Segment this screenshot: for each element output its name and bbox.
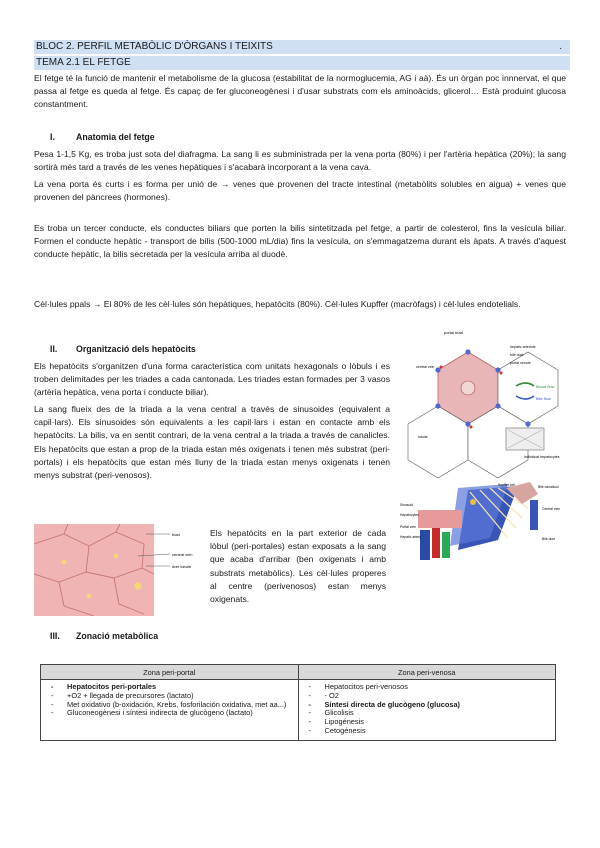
sinusoid-label: Bile canaliculi: [538, 485, 559, 489]
section-heading-zonation: [50, 631, 158, 641]
sinusoid-label: Portal vein: [400, 525, 417, 529]
bloc-title: BLOC 2. PERFIL METABÒLIC D'ÒRGANS I TEIXITS: [36, 41, 273, 52]
hexagonal-lobule-figure: [398, 330, 574, 480]
zonation-table: [40, 664, 556, 741]
tissue-label: liver lobule: [172, 564, 192, 569]
table-header: Zona peri-portal: [41, 665, 299, 680]
tissue-label: triad: [172, 532, 180, 537]
list-item: - Hepatocitos peri-portales: [67, 683, 292, 692]
section-number: III.: [50, 631, 60, 641]
section-title: Anatomia del fetge: [76, 132, 155, 142]
section-heading-hepatocytes: [50, 344, 196, 354]
section-title: Organització dels hepatòcits: [76, 344, 196, 354]
table-header: Zona peri-venosa: [298, 665, 556, 680]
bloc-title-bar: [34, 40, 570, 54]
section-heading-anatomy: [50, 132, 155, 142]
periportal-cell: [41, 680, 299, 741]
list-item: - Glicolisis: [325, 709, 550, 718]
table-row: [41, 680, 556, 741]
list-item: - Cetogénesis: [325, 727, 550, 736]
sinusoid-figure: [398, 480, 574, 564]
sinusoid-label: Kupffer cell: [498, 483, 515, 487]
lobule-figure-label: Bile flow: [536, 396, 551, 401]
lobule-figure-label: bile duct: [510, 353, 524, 357]
lobule-figure-label: central vein: [416, 365, 435, 369]
list-item: - Hepatocitos peri-venosos: [325, 683, 550, 692]
lobule-figure-label: portal venule: [510, 361, 531, 365]
list-item: - +O2 + llegada de precursores (lactato): [67, 692, 292, 701]
list-item: - Met oxidativo (b-oxidación, Krebs, fosforilación oxidativa, met aa...): [67, 701, 292, 710]
sinusoid-label: Central vein: [542, 507, 561, 511]
sinusoid-label: Hepatic artery: [400, 535, 422, 539]
sinusoid-label: Sinusoid: [400, 503, 414, 507]
section-number: I.: [50, 132, 55, 142]
anatomy-paragraph-2: La vena porta és curts i es forma per unió de → venes que provenen del tracte intestinal (metabòlits solubles en aigua) + venes que provenen del pàncrees (hormones).: [34, 179, 566, 203]
section-title: Zonació metabòlica: [76, 631, 159, 641]
tissue-lobule-figure: [34, 524, 206, 616]
anatomy-paragraph-4: Cèl·lules ppals → El 80% de les cèl·lules són hepàtiques, hepatòcits (80%). Cèl·lules Kupffer (macròfags) i cèl·lules endotelials.: [34, 299, 521, 309]
sinusoid-label: Bile duct: [542, 537, 556, 541]
intro-paragraph: El fetge té la funció de mantenir el metabolisme de la glucosa (estabilitat de la normoglucemia, AG i aà). És un òrgan poc innnervat, el que passa al fetge es queda al fetge. És capaç de fer gluconeogènesi i d'usar substrats com els aminoàcids, glicerol… Està produint glucosa constantment.: [34, 73, 566, 110]
sinusoid-label: Hepatocytes: [400, 513, 419, 517]
lobule-figure-label: lobule: [418, 435, 428, 439]
table-header-row: [41, 665, 556, 680]
lobule-figure-label: portal triad: [444, 330, 463, 335]
lobule-figure-label: Individual hepatocytes: [524, 455, 560, 459]
perivenous-cell: [298, 680, 556, 741]
lobule-figure-label: hepatic arteriole: [510, 345, 536, 349]
trailing-dot: .: [559, 41, 562, 52]
lobule-figure-label: Blood flow: [536, 384, 555, 389]
anatomy-paragraph-1: Pesa 1-1,5 Kg, es troba just sota del diafragma. La sang li es subministrada per la vena porta (80%) i per l'artèria hepàtica (20%); la sang sortirà més tard a través de les venes hepàtiques i s'acabarà incorporant a la vena cava.: [34, 149, 566, 173]
hepatocytes-paragraph-1: Els hepatòcits s'organitzen d'una forma característica com unitats hexagonals o lòbuls i es troben delimitades per les triades a cada cantonada. Les triades estan formades per 3 vasos (artèria hepàtica, vena porta i conducte biliar).: [34, 361, 390, 398]
hepatocytes-paragraph-2: La sang flueix des de la triada a la vena central a través de sinusoides (equivalent a capil·lars). Els sinusoides són equivalents a les capil·lars i estan en contacte amb els hepatòcits. La bilis, va en sentit contrari, de la vena central a la triada a través de canalicles. Els hepatòcits que estan a prop de la triada estan més oxigenats i tenen més substrat (peri-portals) i els hepatòcits que estan més lluny de la triada estan menys oxigenats i tenen menys substrat (peri-venosos).: [34, 404, 390, 481]
hepatocytes-paragraph-3: Els hepatòcits en la part exterior de cada lòbul (peri-portales) estan exposats a la sang que acaba d'arribar (ben oxigenats i amb substrats metabòlics). Les cèl·lules properes al centre (perivenosos) estan menys oxigenats.: [210, 528, 386, 605]
list-item: - Síntesi directa de glucògeno (glucosa): [325, 701, 550, 710]
tema-title: TEMA 2.1 EL FETGE: [36, 57, 131, 68]
list-item: - Lipogénesis: [325, 718, 550, 727]
list-item: - Gluconeogènesi i síntesi indirecta de glucògeno (lactato): [67, 709, 292, 718]
section-number: II.: [50, 344, 58, 354]
list-item: - - O2: [325, 692, 550, 701]
anatomy-paragraph-3: Es troba un tercer conducte, els conductes biliars que porten la bilis sintetitzada pel fetge, a partir de colesterol, fins la vesícula biliar. Formen el conducte hepàtic - transport de bilis (500-1000 mL/dia) fins la vesícula, on s'emmagatzema durant els àpats. A través d'aquest conducte hepàtic, la bilis secretada per la vesícula arriba al duodè.: [34, 223, 566, 260]
tissue-label: central vein: [172, 552, 193, 557]
